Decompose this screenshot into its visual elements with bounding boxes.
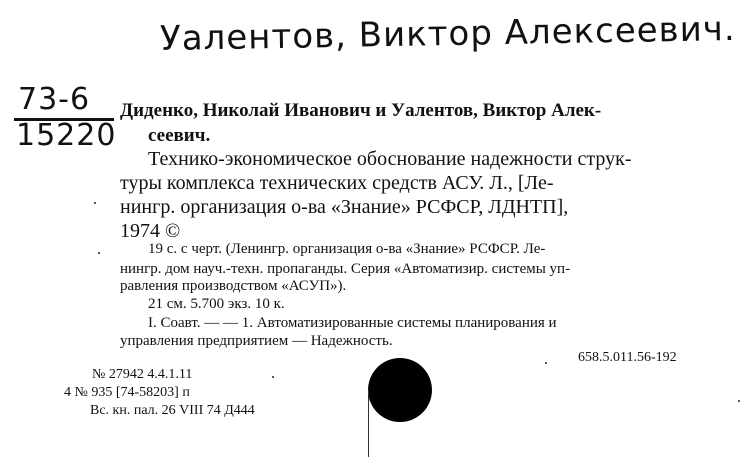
registry-line-3: Вс. кн. пал. 26 VIII 74 Д444 — [90, 403, 255, 418]
card-edge-line — [368, 390, 369, 457]
entry-details-line-5: I. Соавт. — — 1. Автоматизированные системы планирования и — [148, 315, 557, 331]
call-number-top: 73-6 — [18, 82, 91, 117]
entry-heading-line-2: сеевич. — [148, 125, 211, 146]
card-punch-hole — [368, 358, 432, 422]
entry-details-line-3: равления производством «АСУП»). — [120, 278, 347, 294]
entry-details-line-2: нингр. дом науч.-техн. пропаганды. Серия «Автоматизир. системы уп- — [120, 261, 571, 277]
speck — [98, 252, 100, 254]
entry-title-line-4: 1974 © — [120, 220, 181, 242]
speck — [94, 202, 96, 204]
entry-title-line-2: туры комплекса технических средств АСУ. Л., [Ле- — [120, 172, 554, 194]
udc-classification: 658.5.011.56-192 — [578, 350, 677, 365]
entry-heading-line-1: Диденко, Николай Иванович и Уалентов, Виктор Алек- — [120, 100, 602, 121]
entry-details-line-6: управления предприятием — Надежность. — [120, 333, 393, 349]
registry-line-2: 4 № 935 [74-58203] п — [64, 385, 190, 400]
call-number-bottom: 15220 — [16, 118, 117, 153]
speck — [272, 376, 274, 378]
entry-details-line-1: 19 с. с черт. (Ленингр. организация о-ва «Знание» РСФСР. Ле- — [148, 241, 546, 257]
handwritten-title: Уалентов, Виктор Алексеевич. — [159, 8, 736, 60]
speck — [545, 362, 547, 364]
entry-title-line-1: Технико-экономическое обоснование надежности струк- — [148, 148, 632, 170]
entry-details-line-4: 21 см. 5.700 экз. 10 к. — [148, 296, 285, 312]
speck — [738, 400, 740, 402]
registry-line-1: № 27942 4.4.1.11 — [92, 367, 193, 382]
entry-title-line-3: нингр. организация о-ва «Знание» РСФСР, ЛДНТП], — [120, 196, 569, 218]
